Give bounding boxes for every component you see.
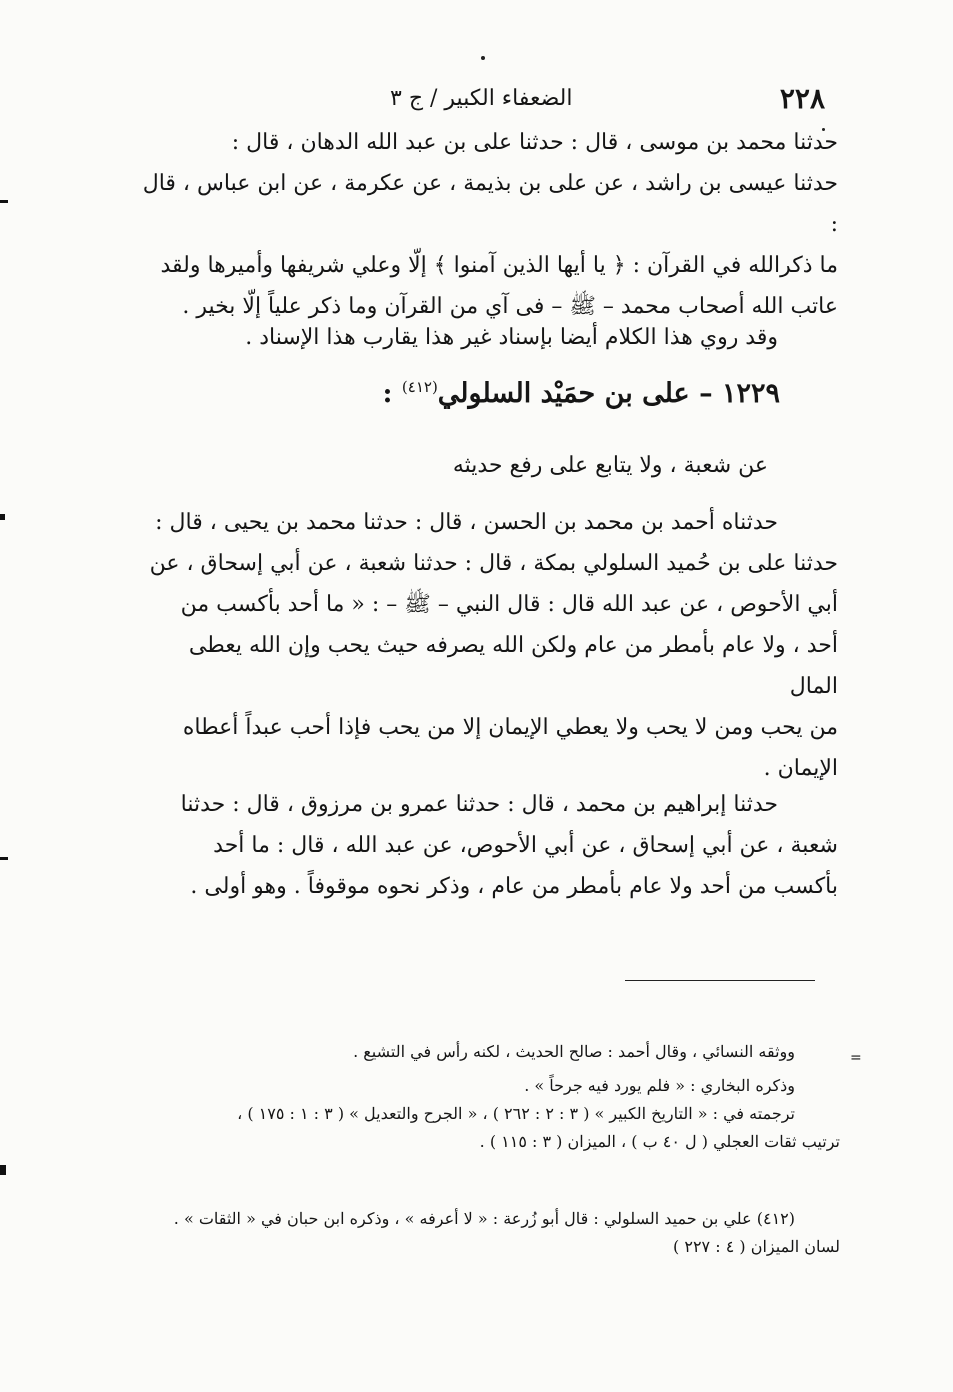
text-line: أحد ، ولا عام بأمطر من عام ولكن الله يصرفه حيث يحب وإن الله يعطى المال — [188, 633, 838, 699]
entry-heading — [380, 378, 780, 409]
margin-symbol: = — [850, 1050, 862, 1066]
footnote-line: ووثقه النسائي ، وقال أحمد : صالح الحديث ، لكنه رأس في التشيع . — [353, 1042, 795, 1061]
page-header — [0, 82, 953, 122]
text-line: أبي الأحوص ، عن عبد الله قال : قال النبي – ﷺ – : « ما أحد بأكسب من — [180, 592, 838, 617]
footnote-line: ترجمته في : « التاريخ الكبير » ( ٣ : ٢ : ٢٦٢ ) ، « الجرح والتعديل » ( ٣ : ١ : ١٧٥ ) ، — [237, 1104, 795, 1123]
margin-mark — [0, 857, 8, 860]
text-line: حدثنا على بن حُميد السلولي بمكة ، قال : حدثنا شعبة ، عن أبي إسحاق ، عن — [149, 551, 838, 576]
paragraph — [138, 122, 838, 327]
paragraph — [138, 317, 838, 358]
entry-colon: : — [382, 378, 393, 409]
margin-mark — [0, 514, 5, 520]
text-line: حدثنا محمد بن موسى ، قال : حدثنا على بن عبد الله الدهان ، قال : — [231, 130, 838, 155]
entry-number: ١٢٢٩ — [721, 378, 780, 409]
text-line: ما ذكرالله في القرآن : ﴿ يا أيها الذين آمنوا ﴾ إلّا وعلي شريفها وأميرها ولقد — [160, 253, 838, 278]
text-line: وقد روي هذا الكلام أيضا بإسناد غير هذا يقارب هذا الإسناد . — [245, 325, 778, 350]
page-number: ٢٢٨ — [779, 82, 825, 115]
text-line: عاتب الله أصحاب محمد – ﷺ – فى آي من القرآن وما ذكر علياً إلّا بخير . — [182, 294, 838, 319]
scan-speck — [481, 56, 485, 60]
footnote-line: ترتيب ثقات العجلي ( ل ٤٠ ب ) ، الميزان ( ٣ : ١١٥ ) . — [479, 1132, 840, 1151]
footnote-412 — [140, 1205, 840, 1261]
entry-note — [138, 445, 838, 486]
margin-mark — [0, 200, 8, 203]
text-line: الإيمان . — [763, 756, 838, 781]
footnote-block — [140, 1038, 840, 1156]
text-line: بأكسب من أحد ولا عام بأمطر من عام ، وذكر نحوه موقوفاً . وهو أولى . — [190, 874, 838, 899]
entry-name: على بن حمَيْد السلولي — [437, 378, 690, 409]
paragraph — [138, 502, 838, 789]
footnote-line: (٤١٢) علي بن حميد السلولي : قال أبو زُرعة : « لا أعرفه » ، وذكره ابن حبان في « الثقات » . — [173, 1209, 795, 1228]
text-line: عن شعبة ، ولا يتابع على رفع حديثه — [452, 453, 768, 478]
text-line: من يحب ومن لا يحب ولا يعطي الإيمان إلا من يحب فإذا أحب عبداً أعطاه — [182, 715, 838, 740]
text-line: حدثنا عيسى بن راشد ، عن على بن بذيمة ، عن عكرمة ، عن ابن عباس ، قال : — [142, 171, 838, 237]
footnote-ref: (٤١٢) — [401, 378, 438, 396]
margin-mark — [0, 1165, 6, 1175]
running-title: الضعفاء الكبير / ج ٣ — [390, 86, 573, 111]
paragraph — [138, 784, 838, 907]
text-line: حدثنا إبراهيم بن محمد ، قال : حدثنا عمرو بن مرزوق ، قال : حدثنا — [180, 792, 778, 817]
text-line: حدثناه أحمد بن محمد بن الحسن ، قال : حدثنا محمد بن يحيى ، قال : — [155, 510, 778, 535]
footnote-line: لسان الميزان ( ٤ : ٢٢٧ ) — [673, 1237, 840, 1256]
footnote-line: وذكره البخاري : « فلم يورد فيه جرحاً » . — [524, 1076, 795, 1095]
text-line: شعبة ، عن أبي إسحاق ، عن أبي الأحوص، عن عبد الله ، قال : ما أحد — [213, 833, 838, 858]
footnote-separator — [625, 980, 815, 981]
entry-dash: – — [699, 378, 713, 409]
